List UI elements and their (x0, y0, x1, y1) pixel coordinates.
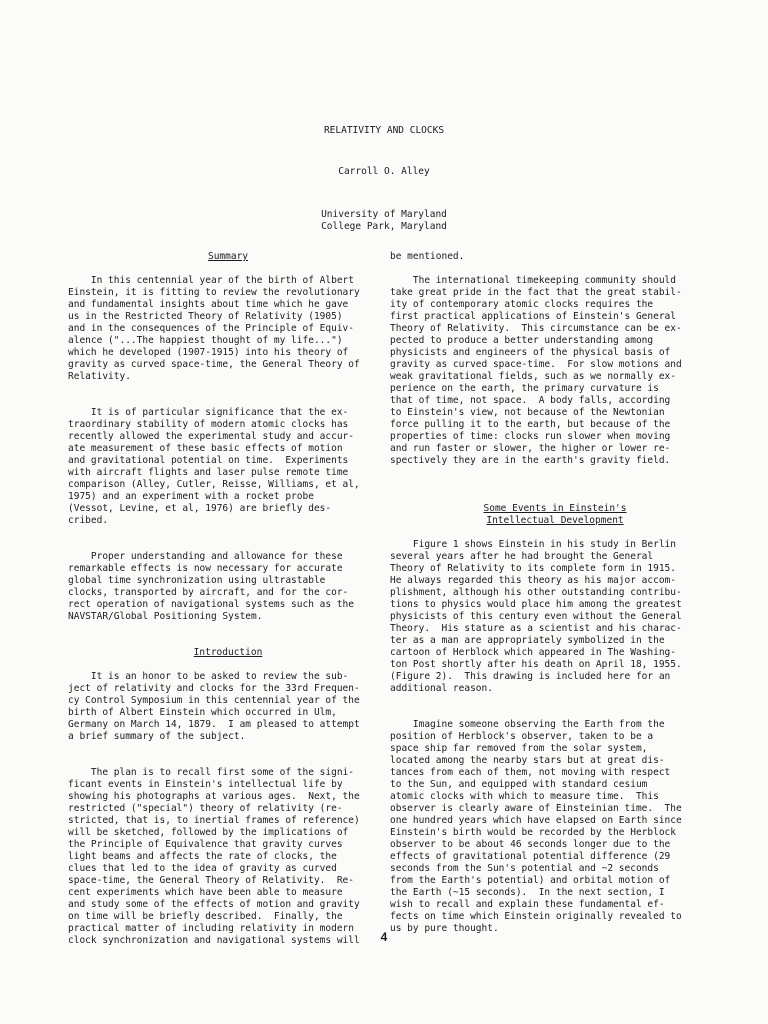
text-line: ity of contemporary atomic clocks requires the (390, 299, 654, 310)
text-line: with aircraft flights and laser pulse remote time (68, 467, 349, 478)
text-line: clues that led to the idea of gravity as curved (68, 863, 337, 874)
text-line: The plan is to recall first some of the signi- (68, 767, 354, 778)
introduction-paragraph-2 (68, 767, 388, 947)
text-line: Theory. His stature as a scientist and his charac- (390, 623, 682, 634)
text-line: Theory of Relativity to its complete form in 1915. (390, 563, 676, 574)
right-paragraph-3 (390, 719, 720, 935)
text-line: the Principle of Equivalence that gravity curves (68, 839, 343, 850)
text-line: to Einstein's view, not because of the Newtonian (390, 407, 665, 418)
text-line: It is of particular significance that the ex- (68, 407, 349, 418)
text-line: and gravitational potential on time. Experiments (68, 455, 349, 466)
text-line: weak gravitational fields, such as we normally ex- (390, 371, 676, 382)
text-line: Imagine someone observing the Earth from the (390, 719, 665, 730)
text-line: observer is clearly aware of Einsteinian time. The (390, 803, 682, 814)
text-line: properties of time: clocks run slower when moving (390, 431, 671, 442)
text-line: global time synchronization using ultrastable (68, 575, 326, 586)
text-line: He always regarded this theory as his major accom- (390, 575, 676, 586)
text-line: tions to physics would place him among the greatest (390, 599, 682, 610)
text-line: to the Sun, and equipped with standard cesium (390, 779, 648, 790)
text-line: one hundred years which have elapsed on Earth since (390, 815, 682, 826)
text-line: stricted, that is, to inertial frames of reference) (68, 815, 360, 826)
right-column (390, 251, 720, 935)
left-column (68, 251, 388, 947)
text-line: us by pure thought. (390, 923, 499, 934)
text-line: and run faster or slower, the higher or lower re- (390, 443, 671, 454)
text-line: Theory of Relativity. This circumstance can be ex- (390, 323, 682, 334)
text-line: physicists and engineers of the physical basis of (390, 347, 671, 358)
text-line: perience on the earth, the primary curvature is (390, 383, 659, 394)
text-line: several years after he had brought the General (390, 551, 654, 562)
text-line: showing his photographs at various ages. Next, the (68, 791, 360, 802)
text-line: tances from each of them, not moving with respect (390, 767, 671, 778)
text-line: practical matter of including relativity in modern (68, 923, 354, 934)
text-line: and fundamental insights about time which he gave (68, 299, 349, 310)
text-line: and in the consequences of the Principle of Equiv- (68, 323, 354, 334)
text-line: remarkable effects is now necessary for accurate (68, 563, 343, 574)
text-line: fects on time which Einstein originally revealed to (390, 911, 682, 922)
text-line: recently allowed the experimental study and accur- (68, 431, 354, 442)
text-line: gravity as curved space-time. For slow motions and (390, 359, 682, 370)
text-line: cribed. (68, 515, 109, 526)
text-line: cent experiments which have been able to measure (68, 887, 343, 898)
text-line: Germany on March 14, 1879. I am pleased to attempt (68, 719, 360, 730)
text-line: position of Herblock's observer, taken to be a (390, 731, 654, 742)
text-line: ate measurement of these basic effects of motion (68, 443, 343, 454)
text-line: first practical applications of Einstein's General (390, 311, 676, 322)
text-line: space ship far removed from the solar system, (390, 743, 648, 754)
text-line: on time will be briefly described. Finally, the (68, 911, 343, 922)
text-line: Figure 1 shows Einstein in his study in Berlin (390, 539, 676, 550)
text-line: space-time, the General Theory of Relativity. Re- (68, 875, 354, 886)
summary-paragraph-2 (68, 407, 388, 527)
text-line: clocks, transported by aircraft, and for the cor- (68, 587, 349, 598)
paper-title: RELATIVITY AND CLOCKS (323, 125, 445, 136)
text-line: 1975) and an experiment with a rocket probe (68, 491, 314, 502)
text-line: ter as a man are appropriately symbolized in the (390, 635, 665, 646)
events-heading-line-1: Some Events in Einstein's (483, 503, 627, 514)
text-line: atomic clocks with which to measure time. This (390, 791, 659, 802)
text-line: traordinary stability of modern atomic clocks has (68, 419, 349, 430)
events-heading-line-2: Intellectual Development (486, 515, 624, 526)
text-line: ton Post shortly after his death on April 18, 1955. (390, 659, 682, 670)
text-line: cy Control Symposium in this centennial year of the (68, 695, 360, 706)
text-line: ficant events in Einstein's intellectual life by (68, 779, 343, 790)
right-paragraph-2 (390, 539, 720, 695)
introduction-paragraph-1 (68, 671, 388, 743)
text-line: physicists of this century even without the General (390, 611, 682, 622)
text-line: In this centennial year of the birth of Albert (68, 275, 354, 286)
text-line: us in the Restricted Theory of Relativity (1905) (68, 311, 343, 322)
text-line: ject of relativity and clocks for the 33rd Frequen- (68, 683, 360, 694)
text-line: (Figure 2). This drawing is included here for an (390, 671, 671, 682)
text-line: NAVSTAR/Global Positioning System. (68, 611, 263, 622)
text-line: the Earth (~15 seconds). In the next section, I (390, 887, 665, 898)
text-line: additional reason. (390, 683, 493, 694)
text-line: clock synchronization and navigational systems will (68, 935, 360, 946)
text-line: Einstein, it is fitting to review the revolutionary (68, 287, 360, 298)
text-line: alence ("...The happiest thought of my life...") (68, 335, 343, 346)
text-line: Proper understanding and allowance for these (68, 551, 343, 562)
text-line: will be sketched, followed by the implications of (68, 827, 349, 838)
text-line: effects of gravitational potential difference (29 (390, 851, 671, 862)
text-line: comparison (Alley, Cutler, Reisse, Williams, et al, (68, 479, 360, 490)
text-line: wish to recall and explain these fundamental ef- (390, 899, 665, 910)
text-line: and study some of the effects of motion and gravity (68, 899, 360, 910)
text-line: spectively they are in the earth's gravity field. (390, 455, 671, 466)
text-line: a brief summary of the subject. (68, 731, 246, 742)
text-line: cartoon of Herblock which appeared in The Washing- (390, 647, 676, 658)
right-paragraph-1 (390, 275, 720, 467)
summary-paragraph-3 (68, 551, 388, 623)
text-line: pected to produce a better understanding among (390, 335, 654, 346)
text-line: gravity as curved space-time, the General Theory of (68, 359, 360, 370)
text-line: seconds from the Sun's potential and ~2 seconds (390, 863, 659, 874)
text-line: restricted ("special") theory of relativity (re- (68, 803, 343, 814)
text-line: take great pride in the fact that the great stabil- (390, 287, 682, 298)
text-line: birth of Albert Einstein which occurred in Ulm, (68, 707, 337, 718)
summary-heading: Summary (207, 251, 249, 262)
text-line: from the Earth's potential) and orbital motion of (390, 875, 671, 886)
text-line: observer to be about 46 seconds longer due to the (390, 839, 671, 850)
introduction-heading: Introduction (193, 647, 263, 658)
text-line: which he developed (1907-1915) into his theory of (68, 347, 349, 358)
text-line: that of time, not space. A body falls, according (390, 395, 671, 406)
text-line: plishment, although his other outstanding contribu- (390, 587, 682, 598)
author-name: Carroll O. Alley (338, 166, 430, 177)
text-line: force pulling it to the earth, but because of the (390, 419, 671, 430)
text-line: It is an honor to be asked to review the sub- (68, 671, 349, 682)
summary-paragraph-1 (68, 275, 388, 383)
affiliation-line-1: University of Maryland (321, 209, 447, 220)
text-line: Relativity. (68, 371, 131, 382)
continuation-text: be mentioned. (390, 251, 465, 262)
text-line: rect operation of navigational systems such as the (68, 599, 354, 610)
text-line: (Vessot, Levine, et al, 1976) are briefly des- (68, 503, 332, 514)
text-line: The international timekeeping community should (390, 275, 676, 286)
text-line: located among the nearby stars but at great dis- (390, 755, 665, 766)
text-line: light beams and affects the rate of clocks, the (68, 851, 337, 862)
page-number: 4 (380, 930, 388, 944)
text-line: Einstein's birth would be recorded by the Herblock (390, 827, 676, 838)
affiliation-line-2: College Park, Maryland (321, 221, 447, 232)
